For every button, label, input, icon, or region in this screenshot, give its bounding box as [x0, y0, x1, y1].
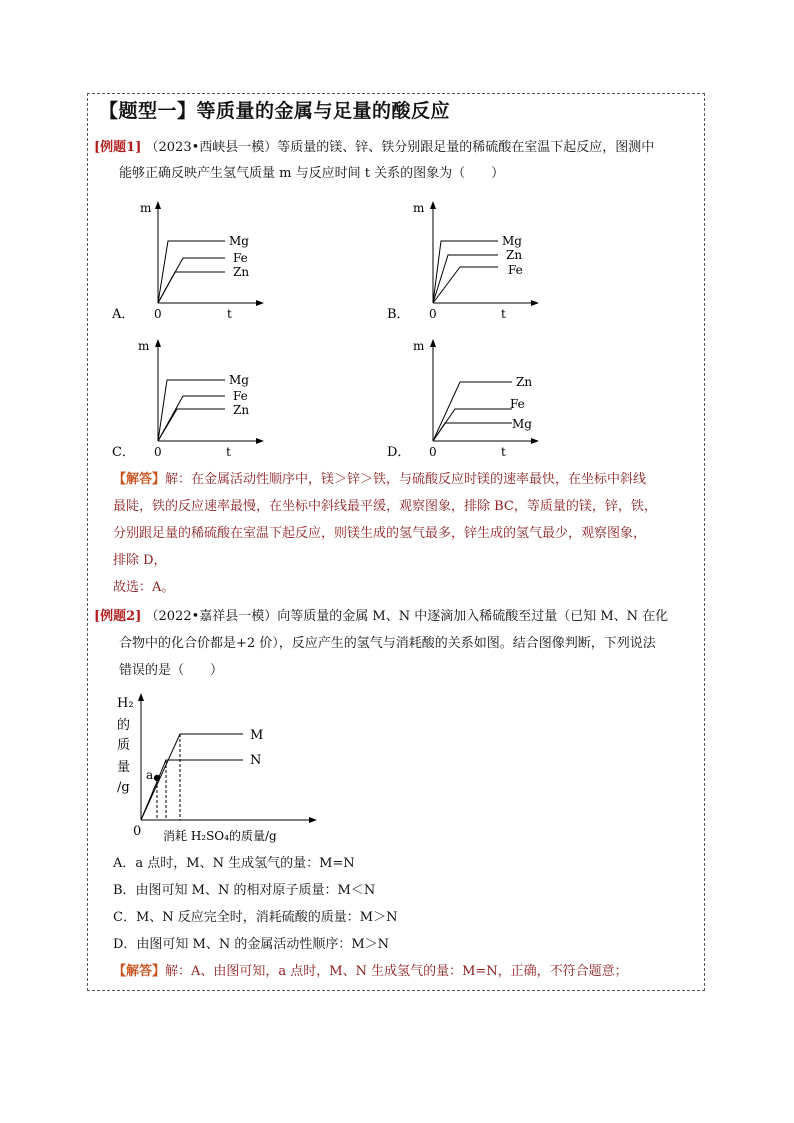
- graph-point-label: a: [146, 768, 154, 782]
- graph-d-line-fe: [433, 409, 512, 441]
- example2-question: [94, 604, 668, 630]
- example1-line2: 能够正确反映产生氢气质量 m 与反应时间 t 关系的图象为（ ）: [119, 166, 505, 181]
- example2-tag: [例题2]: [94, 609, 142, 624]
- graph-a-ylabel: m: [140, 201, 152, 215]
- graph-b-label-2: Zn: [506, 248, 523, 262]
- graph-ylabel-5: /g: [117, 780, 130, 795]
- graph-b-label-1: Mg: [502, 234, 522, 248]
- graph-b-ylabel: m: [413, 201, 425, 215]
- example1-question: [94, 135, 654, 161]
- graph-c: [110, 333, 270, 463]
- graph-a-x-arrow: [256, 300, 264, 306]
- graph-d-origin: 0: [429, 445, 437, 459]
- graph-b-origin: 0: [429, 307, 437, 321]
- graph-ylabel-4: 量: [117, 760, 131, 775]
- graph-d-line-zn: [433, 382, 512, 441]
- graph-ylabel-3: 质: [117, 738, 131, 753]
- example2-line1: （2022•嘉祥县一模）向等质量的金属 M、N 中逐滴加入稀硫酸至过量（已知 M、N 在化: [145, 609, 669, 624]
- example2-answer: [113, 959, 628, 985]
- graph-d-ylabel: m: [413, 339, 425, 353]
- graph-d-line-mg: [433, 423, 512, 441]
- graph-d-label-3: Mg: [512, 417, 532, 431]
- example2-option-b: B．由图可知 M、N 的相对原子质量：M＜N: [113, 883, 376, 898]
- graph-d-label-2: Fe: [510, 397, 525, 411]
- graph-point-a: [154, 775, 160, 781]
- graph-a-line-fe: [158, 258, 225, 303]
- example1-answer-line1: [113, 467, 646, 493]
- graph-b: [385, 195, 545, 325]
- graph-b-x-arrow: [531, 300, 539, 306]
- graph-b-y-arrow: [430, 201, 436, 209]
- graph-h2-acid: [105, 688, 325, 848]
- section-title: 【题型一】等质量的金属与足量的酸反应: [99, 100, 451, 122]
- graph-d-y-arrow: [430, 339, 436, 347]
- example2-answer-tag: 【解答】: [113, 964, 166, 979]
- graph-c-line-zn: [158, 409, 225, 441]
- example1-answer-line2: 最陡，铁的反应速率最慢，在坐标中斜线最平缓，观察图象，排除 BC，等质量的镁，锌，铁，: [113, 499, 657, 514]
- graph-c-xlabel: t: [226, 445, 231, 459]
- graph-a-line-zn: [158, 272, 225, 303]
- example1-conclusion: 故选：A。: [113, 580, 175, 595]
- example2-answer-text: 解：A、由图可知，a 点时，M、N 生成氢气的量：M=N，正确，不符合题意；: [165, 964, 628, 979]
- graph-c-y-arrow: [155, 339, 161, 347]
- example1-line1: （2023•西峡县一模）等质量的镁、锌、铁分别跟足量的稀硫酸在室温下起反应，图测中: [145, 140, 655, 155]
- graph-b-label-3: Fe: [508, 263, 523, 277]
- graph-label-m: M: [250, 728, 264, 743]
- example1-answer-text1: 解：在金属活动性顺序中，镁＞锌＞铁，与硫酸反应时镁的速率最快，在坐标中斜线: [165, 472, 647, 487]
- graph-ylabel-1: H₂: [117, 696, 134, 711]
- graph-b-option: B．: [387, 307, 410, 322]
- graph-c-ylabel: m: [138, 339, 150, 353]
- graph-d: [385, 333, 545, 463]
- graph-d-xlabel: t: [501, 445, 506, 459]
- graph-a-y-arrow: [155, 201, 161, 209]
- example2-line3: 错误的是（ ）: [119, 663, 224, 678]
- graph-label-n: N: [250, 753, 262, 768]
- graph-c-label-2: Fe: [233, 389, 248, 403]
- graph-xlabel: 消耗 H₂SO₄的质量/g: [163, 829, 277, 843]
- graph-d-x-arrow: [531, 438, 539, 444]
- example1-answer-tag: 【解答】: [113, 472, 166, 487]
- graph-ylabel-2: 的: [117, 718, 131, 733]
- example2-line2: 合物中的化合价都是+2 价），反应产生的氢气与消耗酸的关系如图。结合图像判断，下列说法: [119, 636, 656, 651]
- graph-b-xlabel: t: [501, 307, 506, 321]
- example2-option-a: A．a 点时，M、N 生成氢气的量：M=N: [113, 856, 355, 871]
- graph-a-option: A．: [112, 307, 135, 322]
- graph-a: [110, 195, 270, 325]
- graph-c-line-mg: [158, 380, 225, 441]
- graph-a-label-1: Mg: [229, 234, 249, 248]
- graph-a-origin: 0: [154, 307, 162, 321]
- graph-a-label-3: Zn: [233, 265, 250, 279]
- graph-c-label-1: Mg: [229, 373, 249, 387]
- graph-x-arrow: [309, 817, 317, 823]
- graph-a-label-2: Fe: [233, 251, 248, 265]
- graph-d-option: D．: [387, 445, 411, 460]
- graph-c-line-fe: [158, 396, 225, 441]
- graph-c-origin: 0: [154, 445, 162, 459]
- graph-a-xlabel: t: [227, 307, 232, 321]
- example2-option-c: C．M、N 反应完全时，消耗硫酸的质量：M＞N: [113, 910, 398, 925]
- graph-c-label-3: Zn: [233, 403, 250, 417]
- graph-c-option: C．: [112, 445, 135, 460]
- graph-b-line-zn: [433, 255, 498, 303]
- graph-c-x-arrow: [256, 438, 264, 444]
- graph-d-label-1: Zn: [516, 375, 533, 389]
- graph-y-arrow: [138, 693, 144, 701]
- example1-answer-line4: 排除 D，: [113, 553, 167, 568]
- graph-origin: 0: [133, 824, 142, 839]
- graph-line-n: [141, 760, 243, 820]
- example1-answer-line3: 分别跟足量的稀硫酸在室温下起反应，则镁生成的氢气最多，锌生成的氢气最少，观察图象，: [113, 526, 647, 541]
- example1-tag: [例题1]: [94, 140, 142, 155]
- example2-option-d: D．由图可知 M、N 的金属活动性顺序：M＞N: [113, 937, 390, 952]
